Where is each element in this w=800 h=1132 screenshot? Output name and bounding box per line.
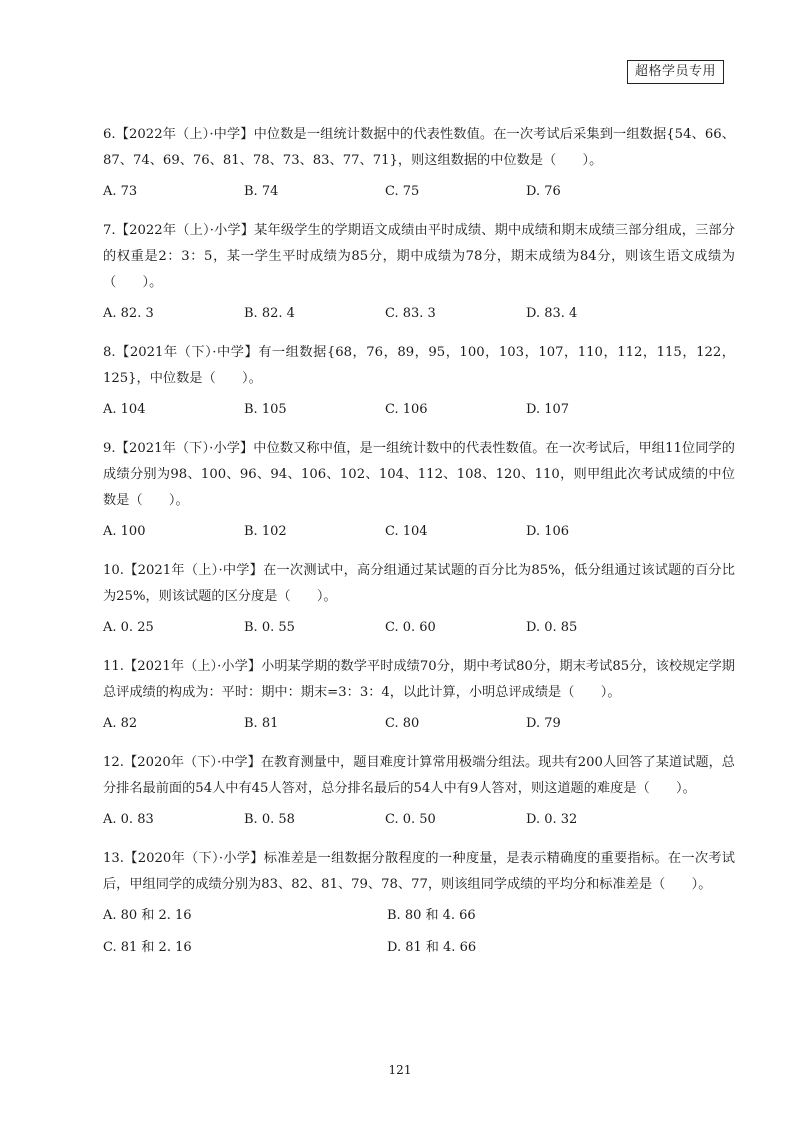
option-list [103, 903, 735, 967]
question-stem: 6.【2022年（上）·中学】中位数是一组统计数据中的代表性数值。在一次考试后采集到一组数据{54、66、87、74、69、76、81、78、73、83、77、71}，则这组数据的中位数是（ ）。 [103, 127, 735, 168]
question-11 [103, 654, 735, 737]
option-d: D. 0. 85 [526, 620, 578, 635]
option-a: A. 82. 3 [103, 306, 154, 321]
question-stem: 9.【2021年（下）·小学】中位数又称中值，是一组统计数中的代表性数值。在一次考试后，甲组11位同学的成绩分别为98、100、96、94、106、102、104、112、108、120、110，则甲组此次考试成绩的中位数是（ ）。 [103, 441, 735, 508]
option-c: C. 104 [385, 524, 428, 539]
option-b: B. 82. 4 [244, 306, 295, 321]
option-c: C. 0. 50 [385, 812, 436, 827]
question-stem: 8.【2021年（下）·中学】有一组数据{68，76，89，95，100，103，107，110，112，115，122，125}，中位数是（ ）。 [103, 345, 735, 386]
option-a: A. 0. 25 [103, 620, 154, 635]
option-d: D. 83. 4 [526, 306, 578, 321]
option-a: A. 82 [103, 716, 138, 731]
option-d: D. 0. 32 [526, 812, 578, 827]
option-list [103, 711, 735, 737]
option-b: B. 102 [244, 524, 287, 539]
question-8 [103, 340, 735, 423]
question-13 [103, 846, 735, 967]
option-b: B. 105 [244, 402, 287, 417]
option-d: D. 76 [526, 184, 561, 199]
option-c: C. 80 [385, 716, 420, 731]
option-c: C. 75 [385, 184, 420, 199]
option-a: A. 80 和 2. 16 [103, 908, 192, 923]
option-list [103, 179, 735, 205]
option-b: B. 0. 55 [244, 620, 295, 635]
question-list [103, 122, 735, 980]
option-list [103, 615, 735, 641]
option-a: A. 0. 83 [103, 812, 154, 827]
option-list [103, 301, 735, 327]
option-b: B. 81 [244, 716, 279, 731]
option-b: B. 0. 58 [244, 812, 295, 827]
option-list [103, 397, 735, 423]
question-10 [103, 558, 735, 641]
option-a: A. 104 [103, 402, 146, 417]
option-c: C. 0. 60 [385, 620, 436, 635]
option-c: C. 106 [385, 402, 428, 417]
member-only-badge: 超格学员专用 [627, 60, 724, 84]
option-list [103, 519, 735, 545]
option-a: A. 73 [103, 184, 138, 199]
option-c: C. 81 和 2. 16 [103, 940, 192, 955]
question-stem: 11.【2021年（上）·小学】小明某学期的数学平时成绩70分，期中考试80分，期末考试85分，该校规定学期总评成绩的构成为：平时：期中：期末=3：3：4，以此计算，小明总评成绩是（ ）。 [103, 659, 735, 700]
page-number: 121 [388, 1063, 412, 1077]
option-d: D. 81 和 4. 66 [387, 940, 477, 955]
question-6 [103, 122, 735, 205]
question-stem: 7.【2022年（上）·小学】某年级学生的学期语文成绩由平时成绩、期中成绩和期末成绩三部分组成，三部分的权重是2：3：5，某一学生平时成绩为85分，期中成绩为78分，期末成绩为84分，则该生语文成绩为（ ）。 [103, 223, 735, 290]
option-d: D. 107 [526, 402, 570, 417]
option-a: A. 100 [103, 524, 146, 539]
question-9 [103, 436, 735, 545]
option-b: B. 74 [244, 184, 279, 199]
question-stem: 12.【2020年（下）·中学】在教育测量中，题目难度计算常用极端分组法。现共有200人回答了某道试题，总分排名最前面的54人中有45人答对，总分排名最后的54人中有9人答对，则这道题的难度是（ ）。 [103, 755, 735, 796]
question-7 [103, 218, 735, 327]
question-stem: 10.【2021年（上）·中学】在一次测试中，高分组通过某试题的百分比为85%，低分组通过该试题的百分比为25%，则该试题的区分度是（ ）。 [103, 563, 735, 604]
option-d: D. 79 [526, 716, 561, 731]
option-c: C. 83. 3 [385, 306, 436, 321]
option-d: D. 106 [526, 524, 570, 539]
option-b: B. 80 和 4. 66 [387, 908, 476, 923]
option-list [103, 807, 735, 833]
question-12 [103, 750, 735, 833]
question-stem: 13.【2020年（下）·小学】标准差是一组数据分散程度的一种度量，是表示精确度的重要指标。在一次考试后，甲组同学的成绩分别为83、82、81、79、78、77，则该组同学成绩的平均分和标准差是（ ）。 [103, 851, 735, 892]
